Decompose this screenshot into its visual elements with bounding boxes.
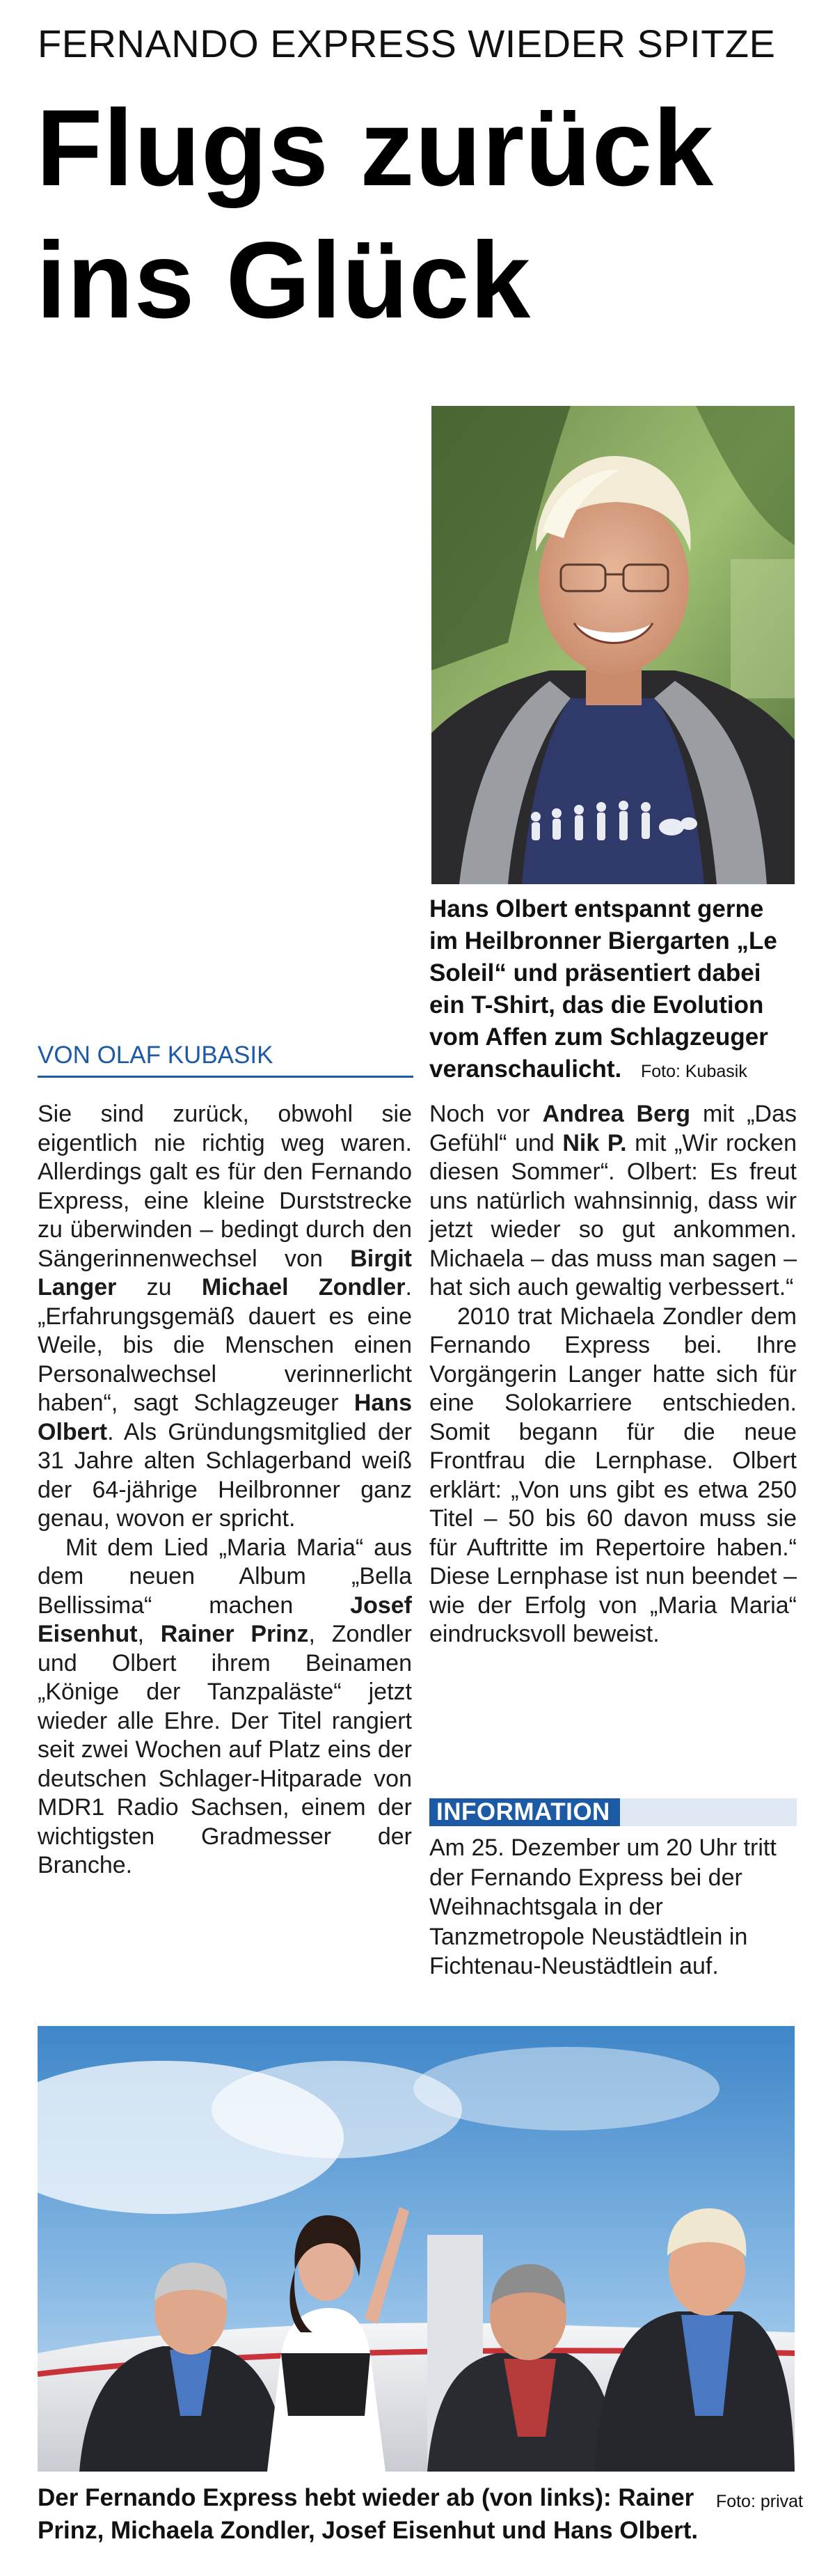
headline-line-1: Flugs zurück xyxy=(36,88,715,209)
article-text-run: zu xyxy=(116,1274,202,1301)
article-text-run: 2010 trat Michaela Zondler dem Fernando Express bei. Ihre Vorgängerin Langer hatte sich für eine Solokarriere entschieden. Somit begann für die neue Frontfrau die Lernphase. Olbert erklärt: „Von uns gibt es etwa 250 Titel – 50 bis 60 davon muss sie für Auftritte im Repertoire haben.“ Diese Lernphase ist nun beendet – wie der Erfolg von „Maria Maria“ eindrucksvoll beweist. xyxy=(429,1303,797,1647)
group-photo-credit: Foto: privat xyxy=(715,2492,803,2511)
info-label: INFORMATION xyxy=(429,1798,620,1826)
article-name-highlight: Birgit Langer xyxy=(38,1245,412,1301)
article-name-highlight: Andrea Berg xyxy=(542,1101,691,1127)
portrait-caption xyxy=(429,893,798,1087)
article-name-highlight: Josef Eisenhut xyxy=(38,1592,412,1647)
article-name-highlight: Hans Olbert xyxy=(38,1390,412,1445)
article-column-left xyxy=(38,1100,412,1880)
article-text-run: Sie sind zurück, obwohl sie eigentlich nie richtig weg waren. Allerdings galt es für den Fernando Express, eine kleine Durststrecke zu überwinden – bedingt durch den Sängerinnenwechsel von xyxy=(38,1101,412,1272)
article-text-run: . Als Gründungsmitglied der 31 Jahre alten Schlagerband weiß der 64-jährige Heilbronner ganz genau, wovon er spricht. xyxy=(38,1418,412,1532)
group-photo-caption-text: Der Fernando Express hebt wieder ab (von links): Rainer Prinz, Michaela Zondler, Josef Eisenhut und Hans Olbert. xyxy=(38,2484,699,2544)
article-name-highlight: Rainer Prinz xyxy=(160,1621,309,1647)
kicker: FERNANDO EXPRESS WIEDER SPITZE xyxy=(38,22,776,65)
article-text-run: , xyxy=(137,1621,161,1647)
article-name-highlight: Nik P. xyxy=(562,1129,627,1156)
article-paragraph-2 xyxy=(38,1534,412,1880)
info-text: Am 25. Dezember um 20 Uhr tritt der Fernando Express bei der Weihnachtsgala in der Tanzmetropole Neustädtlein in Fichtenau-Neustädtlein auf. xyxy=(429,1835,777,1979)
article-text-run: mit „Wir rocken diesen Sommer“. Olbert: Es freut uns natürlich wahnsinnig, dass wir jetzt wieder so gut ankommen. Michaela – das muss man sagen – hat sich auch gewaltig verbessert.“ xyxy=(429,1129,797,1301)
article-column-right xyxy=(429,1100,797,1649)
portrait-photo-credit: Foto: Kubasik xyxy=(640,1062,747,1081)
article-paragraph-1 xyxy=(38,1100,412,1534)
group-photo-caption xyxy=(38,2481,803,2547)
byline-rule xyxy=(38,1076,413,1078)
info-box xyxy=(429,1798,797,1826)
article-text-run: Noch vor xyxy=(429,1101,543,1127)
byline: VON OLAF KUBASIK xyxy=(38,1042,273,1069)
headline xyxy=(36,82,809,347)
article-text-run: mit „Das Gefühl“ und xyxy=(429,1101,797,1156)
headline-line-2: ins Glück xyxy=(36,220,532,341)
article-text-run: . „Erfahrungsgemäß dauert es eine Weile, bis die Menschen einen Personalwechsel verinnerlicht haben“, sagt Schlagzeuger xyxy=(38,1274,412,1416)
group-photo xyxy=(38,2026,795,2472)
article-paragraph-3 xyxy=(429,1100,797,1303)
portrait-caption-text: Hans Olbert entspannt gerne im Heilbronner Biergarten „Le Soleil“ und präsentiert dabei ein T-Shirt, das die Evolution vom Affen zum Schlagzeuger veranschaulicht. xyxy=(429,895,777,1083)
article-paragraph-4 xyxy=(429,1303,797,1649)
article-text-run: , Zondler und Olbert ihrem Beinamen „Könige der Tanzpaläste“ jetzt wieder alle Ehre. Der Titel rangiert seit zwei Wochen auf Platz eins der deutschen Schlager-Hitparade von MDR1 Radio Sachsen, einem der wichtigsten Gradmesser der Branche. xyxy=(38,1621,412,1878)
article-text-run: Mit dem Lied „Maria Maria“ aus dem neuen Album „Bella Bellissima“ machen xyxy=(38,1534,412,1619)
article-name-highlight: Michael Zondler xyxy=(201,1274,406,1301)
portrait-photo xyxy=(431,406,795,884)
